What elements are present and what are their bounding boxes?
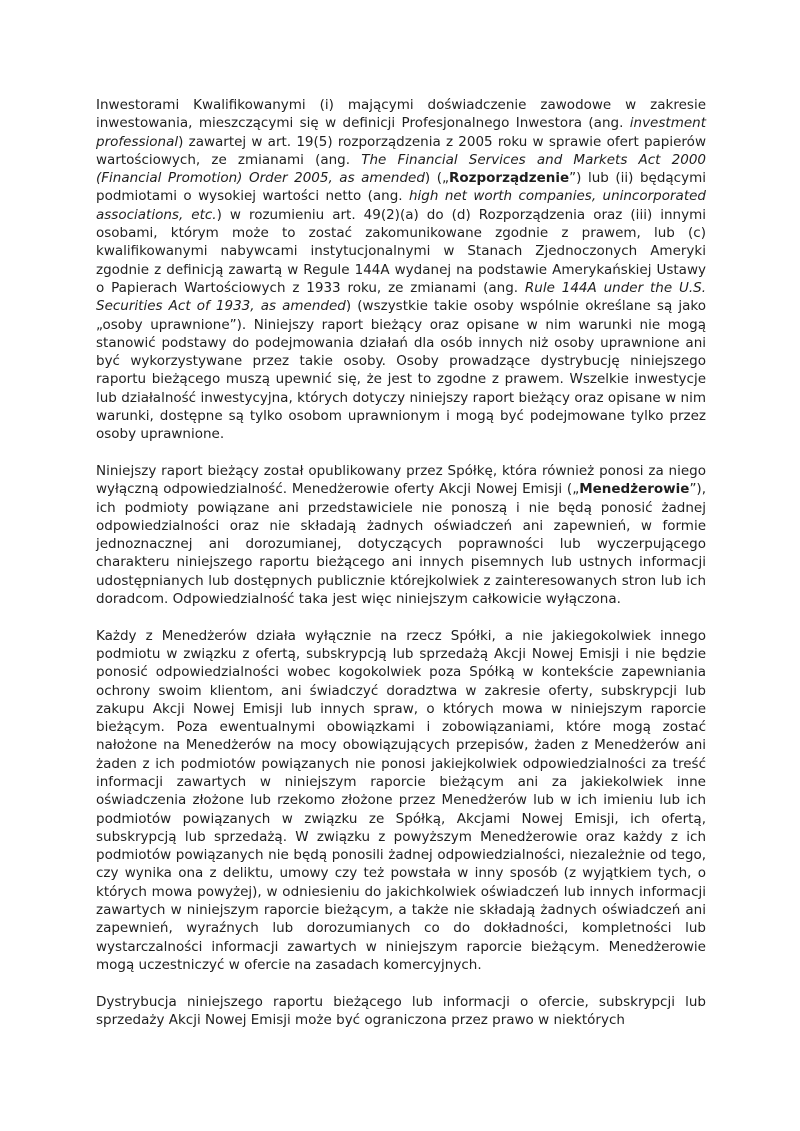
paragraph-company-responsibility	[96, 462, 706, 608]
document-page	[96, 96, 706, 1047]
english-term: high net worth companies, unincorporated associations, etc.	[96, 188, 706, 223]
defined-term: Rozporządzenie	[448, 170, 570, 187]
text-segment: ) (wszystkie takie osoby wspólnie określane są jako „osoby uprawnione”). Niniejszy raport bieżący oraz opisane w nim warunki nie mogą stanowić podstawy do podejmowania działań dla osób innych niż osoby uprawnione ani być wykorzystywane przez takie osoby. Osoby prowadzące dystrybucję niniejszego raportu bieżącego muszą upewnić się, że jest to zgodne z prawem. Wszelkie inwestycje lub działalność inwestycyjna, których dotyczy niniejszy raport bieżący oraz opisane w nim warunki, dostępne są tylko osobom uprawnionym i mogą być podejmowane tylko przez osoby uprawnione.	[96, 298, 706, 443]
text-segment: ”) lub (ii) będącymi podmiotami o wysokiej wartości netto (ang.	[96, 170, 706, 205]
english-term: The Financial Services and Markets Act 2000 (Financial Promotion) Order 2005, as amended	[96, 151, 707, 187]
text-segment: ) („	[424, 170, 449, 187]
text-segment: Dystrybucja niniejszego raportu bieżącego lub informacji o ofercie, subskrypcji lub sprzedaży Akcji Nowej Emisji może być ograniczona przez prawo w niektórych	[96, 993, 706, 1028]
text-segment: Inwestorami Kwalifikowanymi (i) mającymi doświadczenie zawodowe w zakresie inwestowania, mieszczącymi się w definicji Profesjonalnego Inwestora (ang.	[96, 97, 706, 132]
text-segment: ) w rozumieniu art. 49(2)(a) do (d) Rozporządzenia oraz (iii) innymi osobami, którym może to zostać zakomunikowane zgodnie z prawem, lub (c) kwalifikowanymi nabywcami instytucjonalnymi w Stanach Zjednoczonych Ameryki zgodnie z definicją zawartą w Regule 144A wydanej na podstawie Amerykańskiej Ustawy o Papierach Wartościowych z 1933 roku, ze zmianami (ang.	[96, 206, 706, 296]
paragraph-managers-role	[96, 627, 706, 975]
english-term: investment professional	[96, 115, 706, 150]
paragraph-qualified-investors	[96, 96, 706, 444]
text-segment: Każdy z Menedżerów działa wyłącznie na rzecz Spółki, a nie jakiegokolwiek innego podmiotu w związku z ofertą, subskrypcją lub sprzedażą Akcji Nowej Emisji i nie będzie ponosić odpowiedzialności wobec kogokolwiek poza Spółką w kontekście zapewniania ochrony swoim klientom, ani świadczyć doradztwa w zakresie oferty, subskrypcji lub zakupu Akcji Nowej Emisji lub innych spraw, o których mowa w niniejszym raporcie bieżącym. Poza ewentualnymi obowiązkami i zobowiązaniami, które mogą zostać nałożone na Menedżerów na mocy obowiązujących przepisów, żaden z Menedżerów ani żaden z ich podmiotów powiązanych nie ponosi jakiejkolwiek odpowiedzialności za treść informacji zawartych w niniejszym raporcie bieżącym ani za jakiekolwiek inne oświadczenia złożone lub rzekomo złożone przez Menedżerów lub w ich imieniu lub ich podmiotów powiązanych w związku ze Spółką, Akcjami Nowej Emisji, ich ofertą, subskrypcją lub sprzedażą. W związku z powyższym Menedżerowie oraz każdy z ich podmiotów powiązanych nie będą ponosili żadnej odpowiedzialności, niezależnie od tego, czy wynika ona z deliktu, umowy czy też powstała w inny sposób (z wyjątkiem tych, o których mowa powyżej), w odniesieniu do jakichkolwiek oświadczeń lub innych informacji zawartych w niniejszym raporcie bieżącym, a także nie składają żadnych oświadczeń ani zapewnień, wyraźnych lub dorozumianych co do dokładności, kompletności lub wystarczalności informacji zawartych w niniejszym raporcie bieżącym. Menedżerowie mogą uczestniczyć w ofercie na zasadach komercyjnych.	[96, 627, 706, 973]
text-segment: Niniejszy raport bieżący został opublikowany przez Spółkę, która również ponosi za niego wyłączną odpowiedzialność. Menedżerowie oferty Akcji Nowej Emisji („	[96, 462, 706, 498]
paragraph-distribution-restrictions	[96, 993, 706, 1030]
text-segment: ) zawartej w art. 19(5) rozporządzenia z 2005 roku w sprawie ofert papierów wartościowych, ze zmianami (ang.	[96, 133, 706, 168]
defined-term: Menedżerowie	[579, 481, 690, 498]
text-segment: ”), ich podmioty powiązane ani przedstawiciele nie ponoszą i nie będą ponosić żadnej odpowiedzialności oraz nie składają żadnych oświadczeń ani zapewnień, w formie jednoznacznej ani dorozumianej, dotyczących poprawności lub wyczerpującego charakteru niniejszego raportu bieżącego ani innych pisemnych lub ustnych informacji udostępnianych lub dostępnych publicznie którejkolwiek z zainteresowanych stron lub ich doradcom. Odpowiedzialność taka jest więc niniejszym całkowicie wyłączona.	[96, 481, 706, 608]
english-term: Rule 144A under the U.S. Securities Act of 1933, as amended	[96, 279, 706, 315]
